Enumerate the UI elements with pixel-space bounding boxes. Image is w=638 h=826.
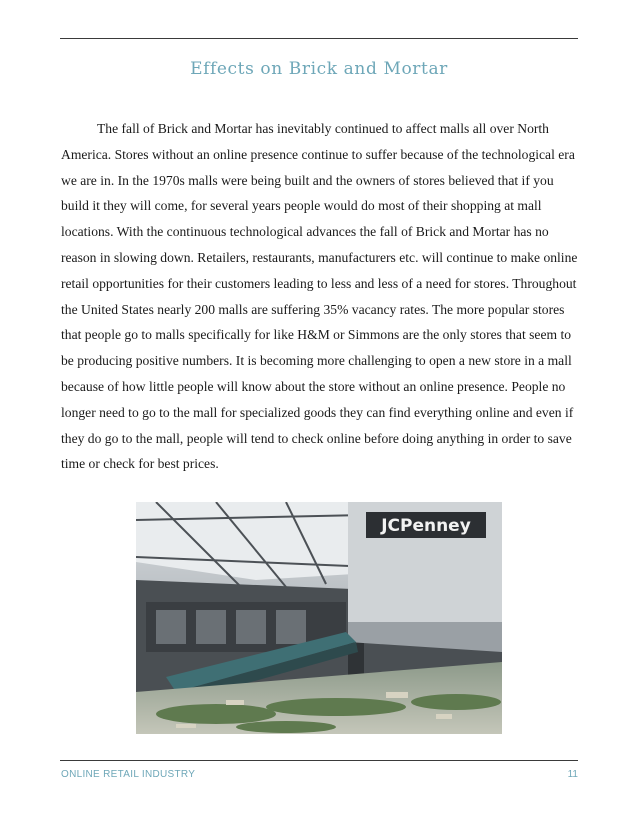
page-title: Effects on Brick and Mortar (190, 59, 448, 79)
jcpenney-sign: JCPenney (381, 516, 471, 536)
page-number: 11 (567, 769, 578, 780)
bottom-rule (60, 760, 578, 761)
top-rule (60, 38, 578, 39)
body-paragraph: The fall of Brick and Mortar has inevitably continued to affect malls all over North America. Stores without an online presence continue to suffer because of the technological era we are in. In the 1970s malls were being built and the owners of stores believed that if you build it they will come, for several years people would do most of their shopping at mall locations. With the continuous technological advances the fall of Brick and Mortar has no reason in slowing down. Retailers, restaurants, manufacturers etc. will continue to make online retail opportunities for their customers leading to less and less of a need for stores. Throughout the United States nearly 200 malls are suffering 35% vacancy rates. The more popular stores that people go to malls specifically for like H&M or Simmons are the only stores that seem to be producing positive numbers. It is becoming more challenging to open a new store in a mall because of how little people will know about the store without an online presence. People no longer need to go to the mall for specialized goods they can find everything online and even if they do go to the mall, people will tend to check online before doing anything in order to save time or check for best prices. (61, 121, 578, 472)
footer-section-title: ONLINE RETAIL INDUSTRY (61, 769, 196, 780)
abandoned-mall-photo (136, 502, 502, 734)
